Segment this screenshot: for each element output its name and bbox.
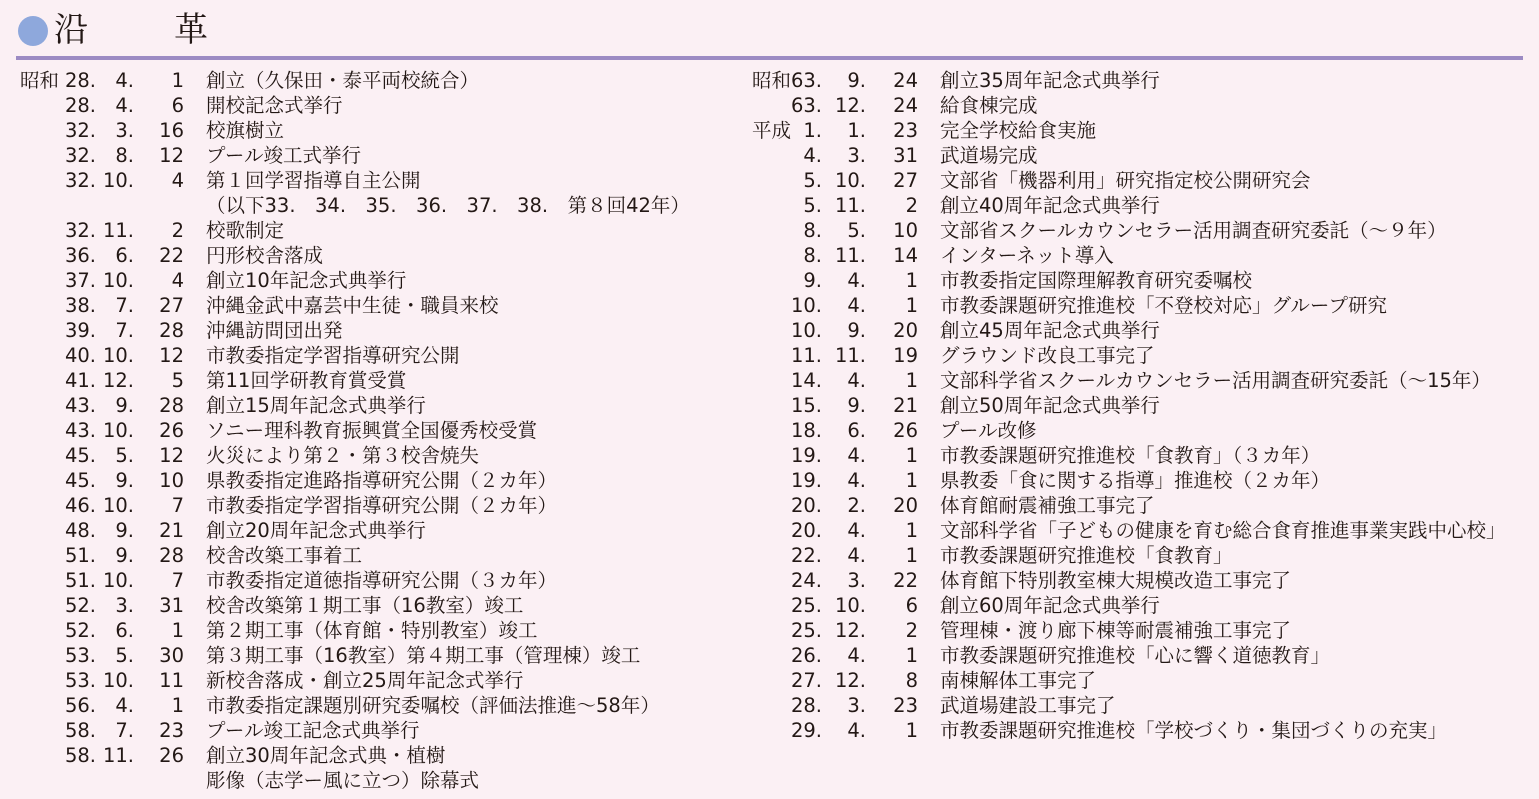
history-entry xyxy=(740,268,1539,293)
entry-year: 10. xyxy=(790,294,822,317)
history-entry xyxy=(740,393,1539,418)
history-entry xyxy=(740,293,1539,318)
history-entry xyxy=(0,493,740,518)
entry-event: 彫像（志学ー風に立つ）除幕式 xyxy=(206,769,480,792)
entry-month: 10. xyxy=(102,669,134,692)
entry-month: 10. xyxy=(102,269,134,292)
entry-day: 7 xyxy=(171,494,184,517)
entry-year: 58. xyxy=(64,744,96,767)
entry-event: 武道場完成 xyxy=(940,144,1038,167)
entry-year: 4. xyxy=(803,144,822,167)
entry-event: 第３期工事（16教室）第４期工事（管理棟）竣工 xyxy=(206,644,641,667)
entry-day: 4 xyxy=(171,269,184,292)
entry-month: 11. xyxy=(102,744,134,767)
history-entry xyxy=(0,718,740,743)
entry-year: 9. xyxy=(803,269,822,292)
history-entry xyxy=(740,468,1539,493)
entry-event: 市教委指定学習指導研究公開（２カ年） xyxy=(206,494,558,517)
entry-day: 1 xyxy=(905,269,918,292)
entry-month: 4. xyxy=(115,69,134,92)
history-entry xyxy=(0,318,740,343)
history-entry xyxy=(740,368,1539,393)
entry-year: 51. xyxy=(64,569,96,592)
entry-day: 10 xyxy=(159,469,184,492)
entry-day: 1 xyxy=(905,519,918,542)
entry-year: 5. xyxy=(803,169,822,192)
entry-year: 58. xyxy=(64,719,96,742)
entry-event: 創立（久保田・泰平両校統合） xyxy=(206,69,480,92)
entry-day: 1 xyxy=(171,694,184,717)
entry-day: 21 xyxy=(893,394,918,417)
entry-event: 市教委課題研究推進校「心に響く道徳教育」 xyxy=(940,644,1331,667)
history-list-right xyxy=(740,68,1539,743)
entry-event: 文部省スクールカウンセラー活用調査研究委託（〜９年） xyxy=(940,219,1447,242)
entry-day: 1 xyxy=(905,644,918,667)
entry-month: 7. xyxy=(115,719,134,742)
entry-day: 11 xyxy=(159,669,184,692)
entry-month: 4. xyxy=(847,294,866,317)
entry-event: プール竣工式挙行 xyxy=(206,144,362,167)
entry-year: 1. xyxy=(803,119,822,142)
history-entry xyxy=(740,568,1539,593)
entry-year: 5. xyxy=(803,194,822,217)
entry-event: 市教委課題研究推進校「不登校対応」グループ研究 xyxy=(940,294,1387,317)
history-entry xyxy=(0,618,740,643)
entry-day: 20 xyxy=(893,494,918,517)
entry-event: 文部省「機器利用」研究指定校公開研究会 xyxy=(940,169,1311,192)
entry-year: 14. xyxy=(790,369,822,392)
page-title: 沿 革 xyxy=(54,10,234,50)
entry-year: 8. xyxy=(803,219,822,242)
entry-year: 41. xyxy=(64,369,96,392)
entry-month: 1. xyxy=(847,119,866,142)
entry-event: 給食棟完成 xyxy=(940,94,1038,117)
entry-day: 28 xyxy=(159,319,184,342)
entry-day: 28 xyxy=(159,394,184,417)
entry-event: 創立15周年記念式典挙行 xyxy=(206,394,426,417)
history-entry xyxy=(0,768,740,793)
history-entry xyxy=(0,518,740,543)
entry-day: 1 xyxy=(171,69,184,92)
entry-event: 体育館下特別教室棟大規模改造工事完了 xyxy=(940,569,1292,592)
entry-year: 45. xyxy=(64,444,96,467)
history-entry xyxy=(0,193,740,218)
history-entry xyxy=(740,643,1539,668)
entry-year: 10. xyxy=(790,319,822,342)
history-entry xyxy=(740,693,1539,718)
entry-year: 40. xyxy=(64,344,96,367)
entry-month: 10. xyxy=(834,594,866,617)
entry-day: 28 xyxy=(159,544,184,567)
entry-event: 市教委指定学習指導研究公開 xyxy=(206,344,460,367)
entry-month: 3. xyxy=(115,594,134,617)
entry-month: 4. xyxy=(847,719,866,742)
history-entry xyxy=(740,118,1539,143)
entry-year: 19. xyxy=(790,469,822,492)
entry-event: 創立35周年記念式典挙行 xyxy=(940,69,1160,92)
entry-event: 文部科学省スクールカウンセラー活用調査研究委託（〜15年） xyxy=(940,369,1491,392)
history-entry xyxy=(740,718,1539,743)
entry-year: 19. xyxy=(790,444,822,467)
history-entry xyxy=(740,318,1539,343)
history-entry xyxy=(740,493,1539,518)
history-entry xyxy=(740,343,1539,368)
history-entry xyxy=(740,593,1539,618)
entry-day: 27 xyxy=(893,169,918,192)
entry-event: 完全学校給食実施 xyxy=(940,119,1097,142)
entry-event: 校旗樹立 xyxy=(206,119,285,142)
entry-event: 第11回学研教育賞受賞 xyxy=(206,369,407,392)
history-entry xyxy=(740,143,1539,168)
entry-day: 12 xyxy=(159,144,184,167)
entry-event: 創立60周年記念式典挙行 xyxy=(940,594,1160,617)
entry-year: 18. xyxy=(790,419,822,442)
history-entry xyxy=(740,618,1539,643)
entry-month: 3. xyxy=(847,569,866,592)
entry-month: 4. xyxy=(847,544,866,567)
history-entry xyxy=(0,293,740,318)
entry-day: 26 xyxy=(159,419,184,442)
history-entry xyxy=(0,168,740,193)
history-entry xyxy=(0,668,740,693)
entry-month: 6. xyxy=(115,244,134,267)
entry-year: 46. xyxy=(64,494,96,517)
entry-event: プール竣工記念式典挙行 xyxy=(206,719,420,742)
entry-month: 9. xyxy=(847,319,866,342)
header-divider xyxy=(16,56,1523,60)
entry-year: 36. xyxy=(64,244,96,267)
entry-event: 県教委「食に関する指導」推進校（２カ年） xyxy=(940,469,1331,492)
entry-month: 4. xyxy=(847,519,866,542)
entry-day: 16 xyxy=(159,119,184,142)
entry-month: 8. xyxy=(115,144,134,167)
history-entry xyxy=(0,143,740,168)
entry-year: 52. xyxy=(64,619,96,642)
entry-month: 11. xyxy=(834,344,866,367)
entry-day: 12 xyxy=(159,444,184,467)
entry-month: 5. xyxy=(115,444,134,467)
entry-day: 6 xyxy=(171,94,184,117)
entry-month: 12. xyxy=(834,669,866,692)
history-entry xyxy=(0,343,740,368)
history-entry xyxy=(0,468,740,493)
entry-month: 4. xyxy=(847,469,866,492)
entry-event: 校歌制定 xyxy=(206,219,285,242)
entry-year: 48. xyxy=(64,519,96,542)
entry-day: 19 xyxy=(893,344,918,367)
entry-month: 5. xyxy=(847,219,866,242)
history-entry xyxy=(0,568,740,593)
history-entry xyxy=(0,68,740,93)
entry-year: 43. xyxy=(64,419,96,442)
entry-day: 14 xyxy=(893,244,918,267)
entry-year: 37. xyxy=(64,269,96,292)
entry-year: 32. xyxy=(64,169,96,192)
entry-year: 20. xyxy=(790,494,822,517)
entry-event: 南棟解体工事完了 xyxy=(940,669,1097,692)
entry-event: 沖縄金武中嘉芸中生徒・職員来校 xyxy=(206,294,499,317)
entry-event: 創立10年記念式典挙行 xyxy=(206,269,407,292)
entry-event: 管理棟・渡り廊下棟等耐震補強工事完了 xyxy=(940,619,1292,642)
entry-month: 4. xyxy=(847,644,866,667)
history-entry xyxy=(0,93,740,118)
history-entry xyxy=(0,368,740,393)
entry-year: 39. xyxy=(64,319,96,342)
entry-month: 4. xyxy=(847,444,866,467)
entry-day: 1 xyxy=(905,444,918,467)
entry-month: 9. xyxy=(115,519,134,542)
entry-event: 市教委課題研究推進校「食教育」 xyxy=(940,544,1233,567)
history-entry xyxy=(740,218,1539,243)
entry-event: 創立20周年記念式典挙行 xyxy=(206,519,426,542)
entry-year: 22. xyxy=(790,544,822,567)
entry-year: 11. xyxy=(790,344,822,367)
entry-month: 10. xyxy=(102,169,134,192)
entry-day: 1 xyxy=(905,719,918,742)
history-entry xyxy=(740,168,1539,193)
entry-event: 円形校舎落成 xyxy=(206,244,324,267)
entry-year: 53. xyxy=(64,644,96,667)
entry-year: 43. xyxy=(64,394,96,417)
entry-year: 38. xyxy=(64,294,96,317)
entry-event: 武道場建設工事完了 xyxy=(940,694,1116,717)
entry-event: 校舎改築工事着工 xyxy=(206,544,363,567)
entry-year: 27. xyxy=(790,669,822,692)
history-entry xyxy=(0,543,740,568)
entry-event: 校舎改築第１期工事（16教室）竣工 xyxy=(206,594,524,617)
entry-event: 市教委指定道徳指導研究公開（３カ年） xyxy=(206,569,558,592)
entry-day: 1 xyxy=(905,294,918,317)
entry-year: 32. xyxy=(64,144,96,167)
entry-month: 10. xyxy=(102,344,134,367)
entry-event: 市教委指定課題別研究委嘱校（評価法推進〜58年） xyxy=(206,694,660,717)
entry-event: （以下33. 34. 35. 36. 37. 38. 第８回42年） xyxy=(206,194,690,217)
history-list-left xyxy=(0,68,740,793)
history-entry xyxy=(740,243,1539,268)
entry-day: 7 xyxy=(171,569,184,592)
entry-day: 10 xyxy=(893,219,918,242)
entry-month: 12. xyxy=(834,94,866,117)
entry-event: 市教委指定国際理解教育研究委嘱校 xyxy=(940,269,1253,292)
entry-day: 23 xyxy=(893,694,918,717)
history-entry xyxy=(0,593,740,618)
entry-year: 15. xyxy=(790,394,822,417)
entry-day: 24 xyxy=(893,69,918,92)
history-entry xyxy=(740,418,1539,443)
history-entry xyxy=(0,243,740,268)
entry-day: 26 xyxy=(159,744,184,767)
entry-year: 63. xyxy=(790,94,822,117)
entry-day: 12 xyxy=(159,344,184,367)
entry-month: 11. xyxy=(102,219,134,242)
entry-era: 昭和 xyxy=(752,69,792,92)
history-entry xyxy=(740,518,1539,543)
history-entry xyxy=(0,693,740,718)
entry-event: 市教委課題研究推進校「学校づくり・集団づくりの充実」 xyxy=(940,719,1448,742)
entry-year: 8. xyxy=(803,244,822,267)
entry-year: 25. xyxy=(790,594,822,617)
entry-month: 11. xyxy=(834,194,866,217)
entry-month: 4. xyxy=(847,269,866,292)
entry-year: 45. xyxy=(64,469,96,492)
entry-event: 沖縄訪問団出発 xyxy=(206,319,343,342)
entry-month: 9. xyxy=(115,394,134,417)
entry-year: 28. xyxy=(64,94,96,117)
entry-month: 10. xyxy=(834,169,866,192)
entry-day: 1 xyxy=(905,469,918,492)
entry-month: 10. xyxy=(102,569,134,592)
entry-month: 4. xyxy=(115,694,134,717)
history-entry xyxy=(0,418,740,443)
entry-event: 創立30周年記念式典・植樹 xyxy=(206,744,446,767)
history-entry xyxy=(740,93,1539,118)
entry-year: 28. xyxy=(790,694,822,717)
entry-era: 平成 xyxy=(752,119,792,142)
entry-day: 21 xyxy=(159,519,184,542)
entry-month: 7. xyxy=(115,319,134,342)
entry-event: 県教委指定進路指導研究公開（２カ年） xyxy=(206,469,558,492)
entry-month: 11. xyxy=(834,244,866,267)
entry-event: ソニー理科教育振興賞全国優秀校受賞 xyxy=(206,419,538,442)
entry-day: 27 xyxy=(159,294,184,317)
entry-day: 30 xyxy=(159,644,184,667)
entry-month: 12. xyxy=(834,619,866,642)
history-entry xyxy=(0,268,740,293)
entry-day: 8 xyxy=(905,669,918,692)
entry-event: 創立40周年記念式典挙行 xyxy=(940,194,1160,217)
entry-event: 第１回学習指導自主公開 xyxy=(206,169,421,192)
history-entry xyxy=(740,443,1539,468)
entry-month: 10. xyxy=(102,419,134,442)
entry-event: 創立45周年記念式典挙行 xyxy=(940,319,1160,342)
entry-day: 1 xyxy=(905,369,918,392)
history-entry xyxy=(740,68,1539,93)
entry-event: 体育館耐震補強工事完了 xyxy=(940,494,1155,517)
entry-day: 22 xyxy=(893,569,918,592)
entry-event: 文部科学省「子どもの健康を育む総合食育推進事業実践中心校」 xyxy=(940,519,1506,542)
entry-day: 2 xyxy=(905,619,918,642)
entry-day: 20 xyxy=(893,319,918,342)
entry-month: 6. xyxy=(115,619,134,642)
entry-year: 32. xyxy=(64,219,96,242)
entry-event: 市教委課題研究推進校「食教育」（３カ年） xyxy=(940,444,1321,467)
entry-event: 開校記念式挙行 xyxy=(206,94,343,117)
entry-day: 23 xyxy=(893,119,918,142)
entry-year: 28. xyxy=(64,69,96,92)
entry-month: 3. xyxy=(847,144,866,167)
entry-year: 24. xyxy=(790,569,822,592)
entry-month: 9. xyxy=(847,69,866,92)
entry-year: 25. xyxy=(790,619,822,642)
history-entry xyxy=(0,218,740,243)
section-header xyxy=(0,0,1539,62)
history-entry xyxy=(740,543,1539,568)
history-entry xyxy=(740,668,1539,693)
entry-day: 4 xyxy=(171,169,184,192)
entry-month: 3. xyxy=(115,119,134,142)
entry-event: 火災により第２・第３校舎焼失 xyxy=(206,444,480,467)
entry-month: 4. xyxy=(847,369,866,392)
history-entry xyxy=(0,118,740,143)
entry-year: 63. xyxy=(790,69,822,92)
entry-day: 26 xyxy=(893,419,918,442)
entry-month: 10. xyxy=(102,494,134,517)
history-entry xyxy=(740,193,1539,218)
entry-year: 20. xyxy=(790,519,822,542)
bullet-dot-icon xyxy=(18,16,48,46)
entry-month: 9. xyxy=(115,469,134,492)
entry-year: 26. xyxy=(790,644,822,667)
entry-day: 31 xyxy=(893,144,918,167)
entry-day: 24 xyxy=(893,94,918,117)
entry-month: 2. xyxy=(847,494,866,517)
entry-day: 2 xyxy=(171,219,184,242)
entry-month: 9. xyxy=(115,544,134,567)
entry-day: 1 xyxy=(171,619,184,642)
history-entry xyxy=(0,743,740,768)
entry-event: プール改修 xyxy=(940,419,1037,442)
entry-year: 56. xyxy=(64,694,96,717)
entry-month: 9. xyxy=(847,394,866,417)
entry-event: 第２期工事（体育館・特別教室）竣工 xyxy=(206,619,538,642)
entry-era: 昭和 xyxy=(20,69,60,92)
entry-month: 6. xyxy=(847,419,866,442)
entry-month: 7. xyxy=(115,294,134,317)
entry-year: 53. xyxy=(64,669,96,692)
history-entry xyxy=(0,443,740,468)
entry-month: 4. xyxy=(115,94,134,117)
entry-month: 12. xyxy=(102,369,134,392)
entry-day: 31 xyxy=(159,594,184,617)
entry-day: 22 xyxy=(159,244,184,267)
entry-year: 51. xyxy=(64,544,96,567)
entry-day: 23 xyxy=(159,719,184,742)
entry-day: 6 xyxy=(905,594,918,617)
entry-event: グラウンド改良工事完了 xyxy=(940,344,1155,367)
entry-day: 1 xyxy=(905,544,918,567)
entry-day: 5 xyxy=(171,369,184,392)
entry-year: 52. xyxy=(64,594,96,617)
entry-event: インターネット導入 xyxy=(940,244,1114,267)
history-entry xyxy=(0,393,740,418)
history-entry xyxy=(0,643,740,668)
entry-event: 新校舎落成・創立25周年記念式挙行 xyxy=(206,669,524,692)
entry-event: 創立50周年記念式典挙行 xyxy=(940,394,1160,417)
entry-month: 5. xyxy=(115,644,134,667)
entry-month: 3. xyxy=(847,694,866,717)
entry-year: 29. xyxy=(790,719,822,742)
entry-day: 2 xyxy=(905,194,918,217)
entry-year: 32. xyxy=(64,119,96,142)
